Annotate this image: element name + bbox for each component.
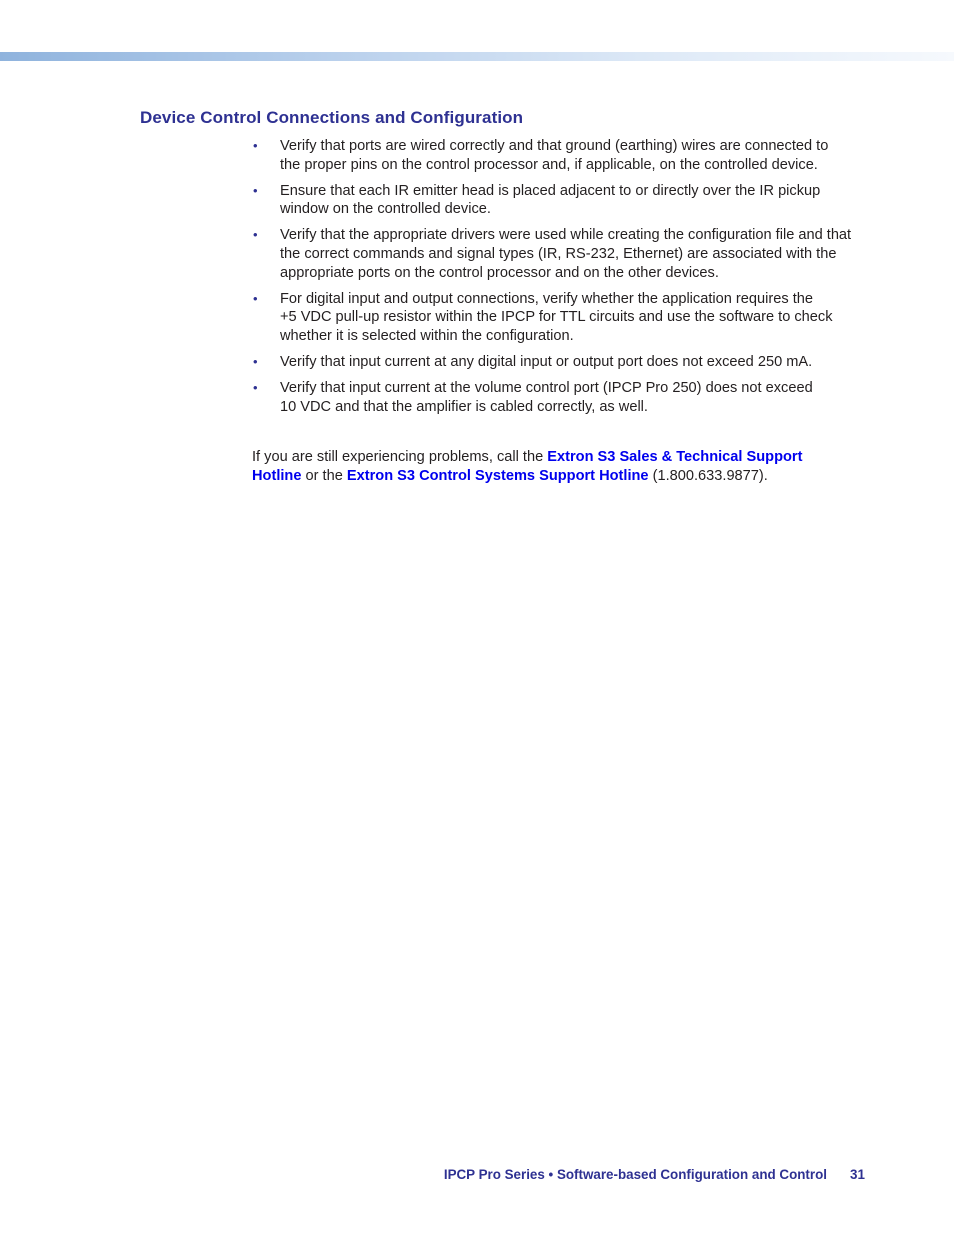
- bullet-item: [252, 226, 877, 282]
- bullet-item: [252, 182, 877, 220]
- bullet-text-line: window on the controlled device.: [280, 201, 491, 218]
- bullet-text-line: For digital input and output connections, verify whether the application requires the: [280, 290, 813, 307]
- bullet-text-line: the correct commands and signal types (IR, RS-232, Ethernet) are associated with the: [280, 245, 837, 262]
- support-text-after: (1.800.633.9877).: [648, 468, 768, 484]
- section-heading: Device Control Connections and Configuration: [140, 108, 524, 127]
- troubleshooting-bullet-list: [252, 137, 877, 423]
- bullet-text-line: appropriate ports on the control processor and on the other devices.: [280, 264, 719, 281]
- page-number: 31: [850, 1167, 865, 1182]
- bullet-text-line: Verify that input current at any digital input or output port does not exceed 250 mA.: [280, 353, 813, 370]
- bullet-icon: •: [253, 138, 258, 153]
- control-systems-support-hotline-link[interactable]: Extron S3 Control Systems Support Hotline: [346, 468, 649, 484]
- bullet-text-line: 10 VDC and that the amplifier is cabled correctly, as well.: [280, 398, 648, 415]
- bullet-icon: •: [253, 353, 258, 369]
- bullet-text-line: whether it is selected within the configuration.: [280, 328, 574, 345]
- bullet-text-line: +5 VDC pull-up resistor within the IPCP for TTL circuits and use the software to check: [280, 309, 833, 326]
- footer-title: IPCP Pro Series • Software-based Configuration and Control: [443, 1167, 827, 1182]
- bullet-item: [252, 379, 877, 417]
- sales-technical-support-link-text-hotline: Hotline: [252, 468, 302, 484]
- support-text-middle: or the: [301, 468, 347, 484]
- bullet-item: [252, 137, 877, 175]
- header-color-band: [0, 52, 954, 61]
- bullet-icon: •: [253, 227, 258, 243]
- bullet-text-line: Verify that ports are wired correctly and that ground (earthing) wires are connected to: [280, 138, 829, 154]
- bullet-text-line: Verify that the appropriate drivers were used while creating the configuration file and that: [280, 227, 852, 244]
- bullet-icon: •: [253, 379, 258, 395]
- support-text-before: If you are still experiencing problems, call the: [252, 449, 548, 465]
- bullet-text-line: Ensure that each IR emitter head is placed adjacent to or directly over the IR pickup: [280, 182, 821, 199]
- sales-technical-support-link-text: Extron S3 Sales & Technical Support: [547, 449, 803, 465]
- bullet-icon: •: [253, 290, 258, 306]
- bullet-icon: •: [253, 182, 258, 198]
- support-paragraph: [252, 448, 852, 486]
- bullet-text-line: Verify that input current at the volume control port (IPCP Pro 250) does not exceed: [280, 379, 813, 396]
- bullet-item: [252, 353, 877, 372]
- bullet-item: [252, 290, 877, 346]
- bullet-text-line: the proper pins on the control processor and, if applicable, on the controlled device.: [280, 156, 818, 173]
